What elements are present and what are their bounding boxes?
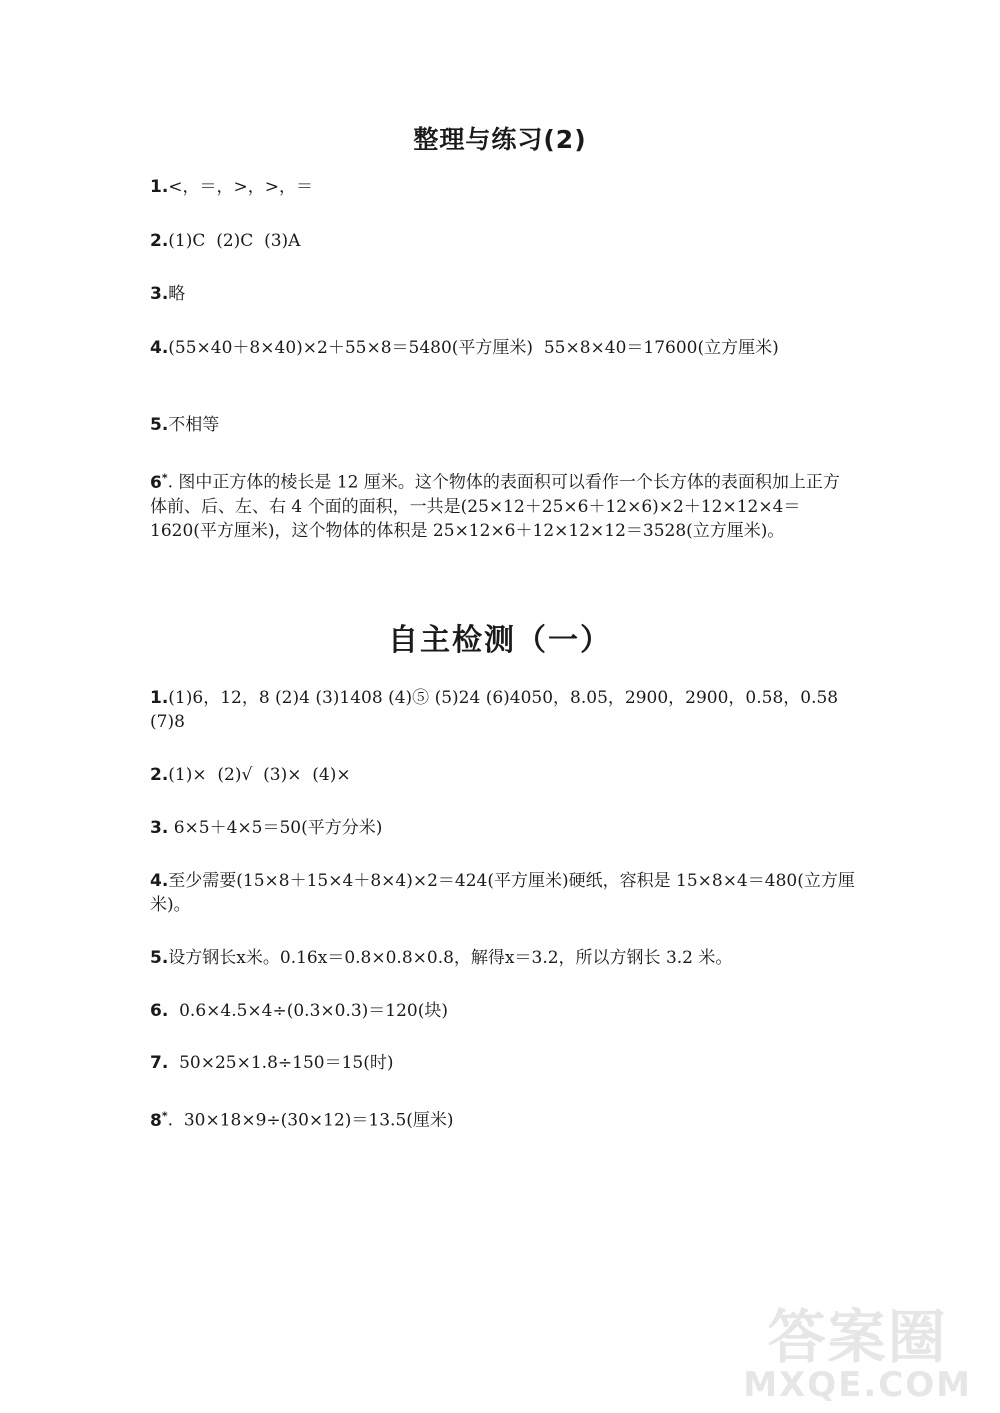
item-text: (55×40＋8×40)×2＋55×8＝5480(平方厘米) 55×8×40＝17600(立方厘米) [168, 338, 779, 358]
item-number: 5. [150, 415, 169, 435]
item-text: <，＝，>，>，＝ [168, 177, 314, 197]
item-number: 5. [150, 948, 169, 968]
answer-item [150, 175, 855, 199]
item-text: (1)6，12，8 (2)4 (3)1408 (4)⑤ (5)24 (6)4050，8.05，2900，2900，0.58，0.58 (7)8 [150, 688, 844, 732]
item-number: 4. [150, 338, 169, 358]
item-text: 6×5＋4×5＝50(平方分米) [168, 818, 383, 838]
answer-item [150, 466, 855, 543]
answer-item [150, 229, 855, 253]
optional-mark: * [161, 1109, 168, 1122]
section-title-self-test: 自主检测（一） [388, 623, 612, 658]
item-text: 设方钢长x米。0.16x＝0.8×0.8×0.8，解得x＝3.2，所以方钢长 3.2 米。 [168, 948, 733, 968]
answer-item [150, 282, 855, 306]
answer-item [150, 816, 855, 840]
item-number: 3. [150, 284, 169, 304]
item-text: . 图中正方体的棱长是 12 厘米。这个物体的表面积可以看作一个长方体的表面积加上正方体前、后、左、右 4 个面的面积，一共是(25×12＋25×6＋12×6)×2＋12×12×4＝1620(平方厘米)，这个物体的体积是 25×12×6＋12×12×12＝3528(立方厘米)。 [150, 472, 840, 541]
answer-item [150, 413, 855, 437]
item-text: 0.6×4.5×4÷(0.3×0.3)＝120(块) [168, 1001, 449, 1021]
section-title-practice: 整理与练习(2) [413, 125, 587, 154]
item-text: 不相等 [168, 415, 220, 435]
answer-item [150, 999, 855, 1023]
answer-item [150, 686, 855, 734]
item-text: (1)× (2)√ (3)× (4)× [168, 765, 351, 785]
item-number: 6. [150, 1001, 169, 1021]
answer-item [150, 869, 855, 917]
item-text: (1)C (2)C (3)A [168, 231, 301, 251]
item-text: 至少需要(15×8＋15×4＋8×4)×2＝424(平方厘米)硬纸，容积是 15×8×4＝480(立方厘米)。 [150, 871, 855, 915]
item-text: . 30×18×9÷(30×12)＝13.5(厘米) [167, 1110, 454, 1131]
watermark-brand: 答案圈 [767, 1303, 948, 1371]
answer-item [150, 1104, 855, 1133]
item-number: 4. [150, 871, 169, 891]
item-number: 3. [150, 818, 169, 838]
watermark-logo [743, 1303, 972, 1405]
optional-mark: * [161, 471, 168, 484]
answer-item [150, 946, 855, 970]
item-number: 7. [150, 1053, 169, 1073]
watermark-url: MXQE.COM [743, 1365, 972, 1405]
item-number: 2. [150, 765, 169, 785]
item-text: 50×25×1.8÷150＝15(时) [168, 1053, 394, 1073]
answer-item [150, 336, 855, 360]
item-text: 略 [168, 284, 186, 304]
answer-item [150, 763, 855, 787]
item-number: 1. [150, 688, 169, 708]
answer-item [150, 1051, 855, 1075]
item-number: 6* [150, 471, 168, 493]
item-number: 2. [150, 231, 169, 251]
item-number: 1. [150, 177, 169, 197]
item-number: 8* [150, 1109, 168, 1131]
